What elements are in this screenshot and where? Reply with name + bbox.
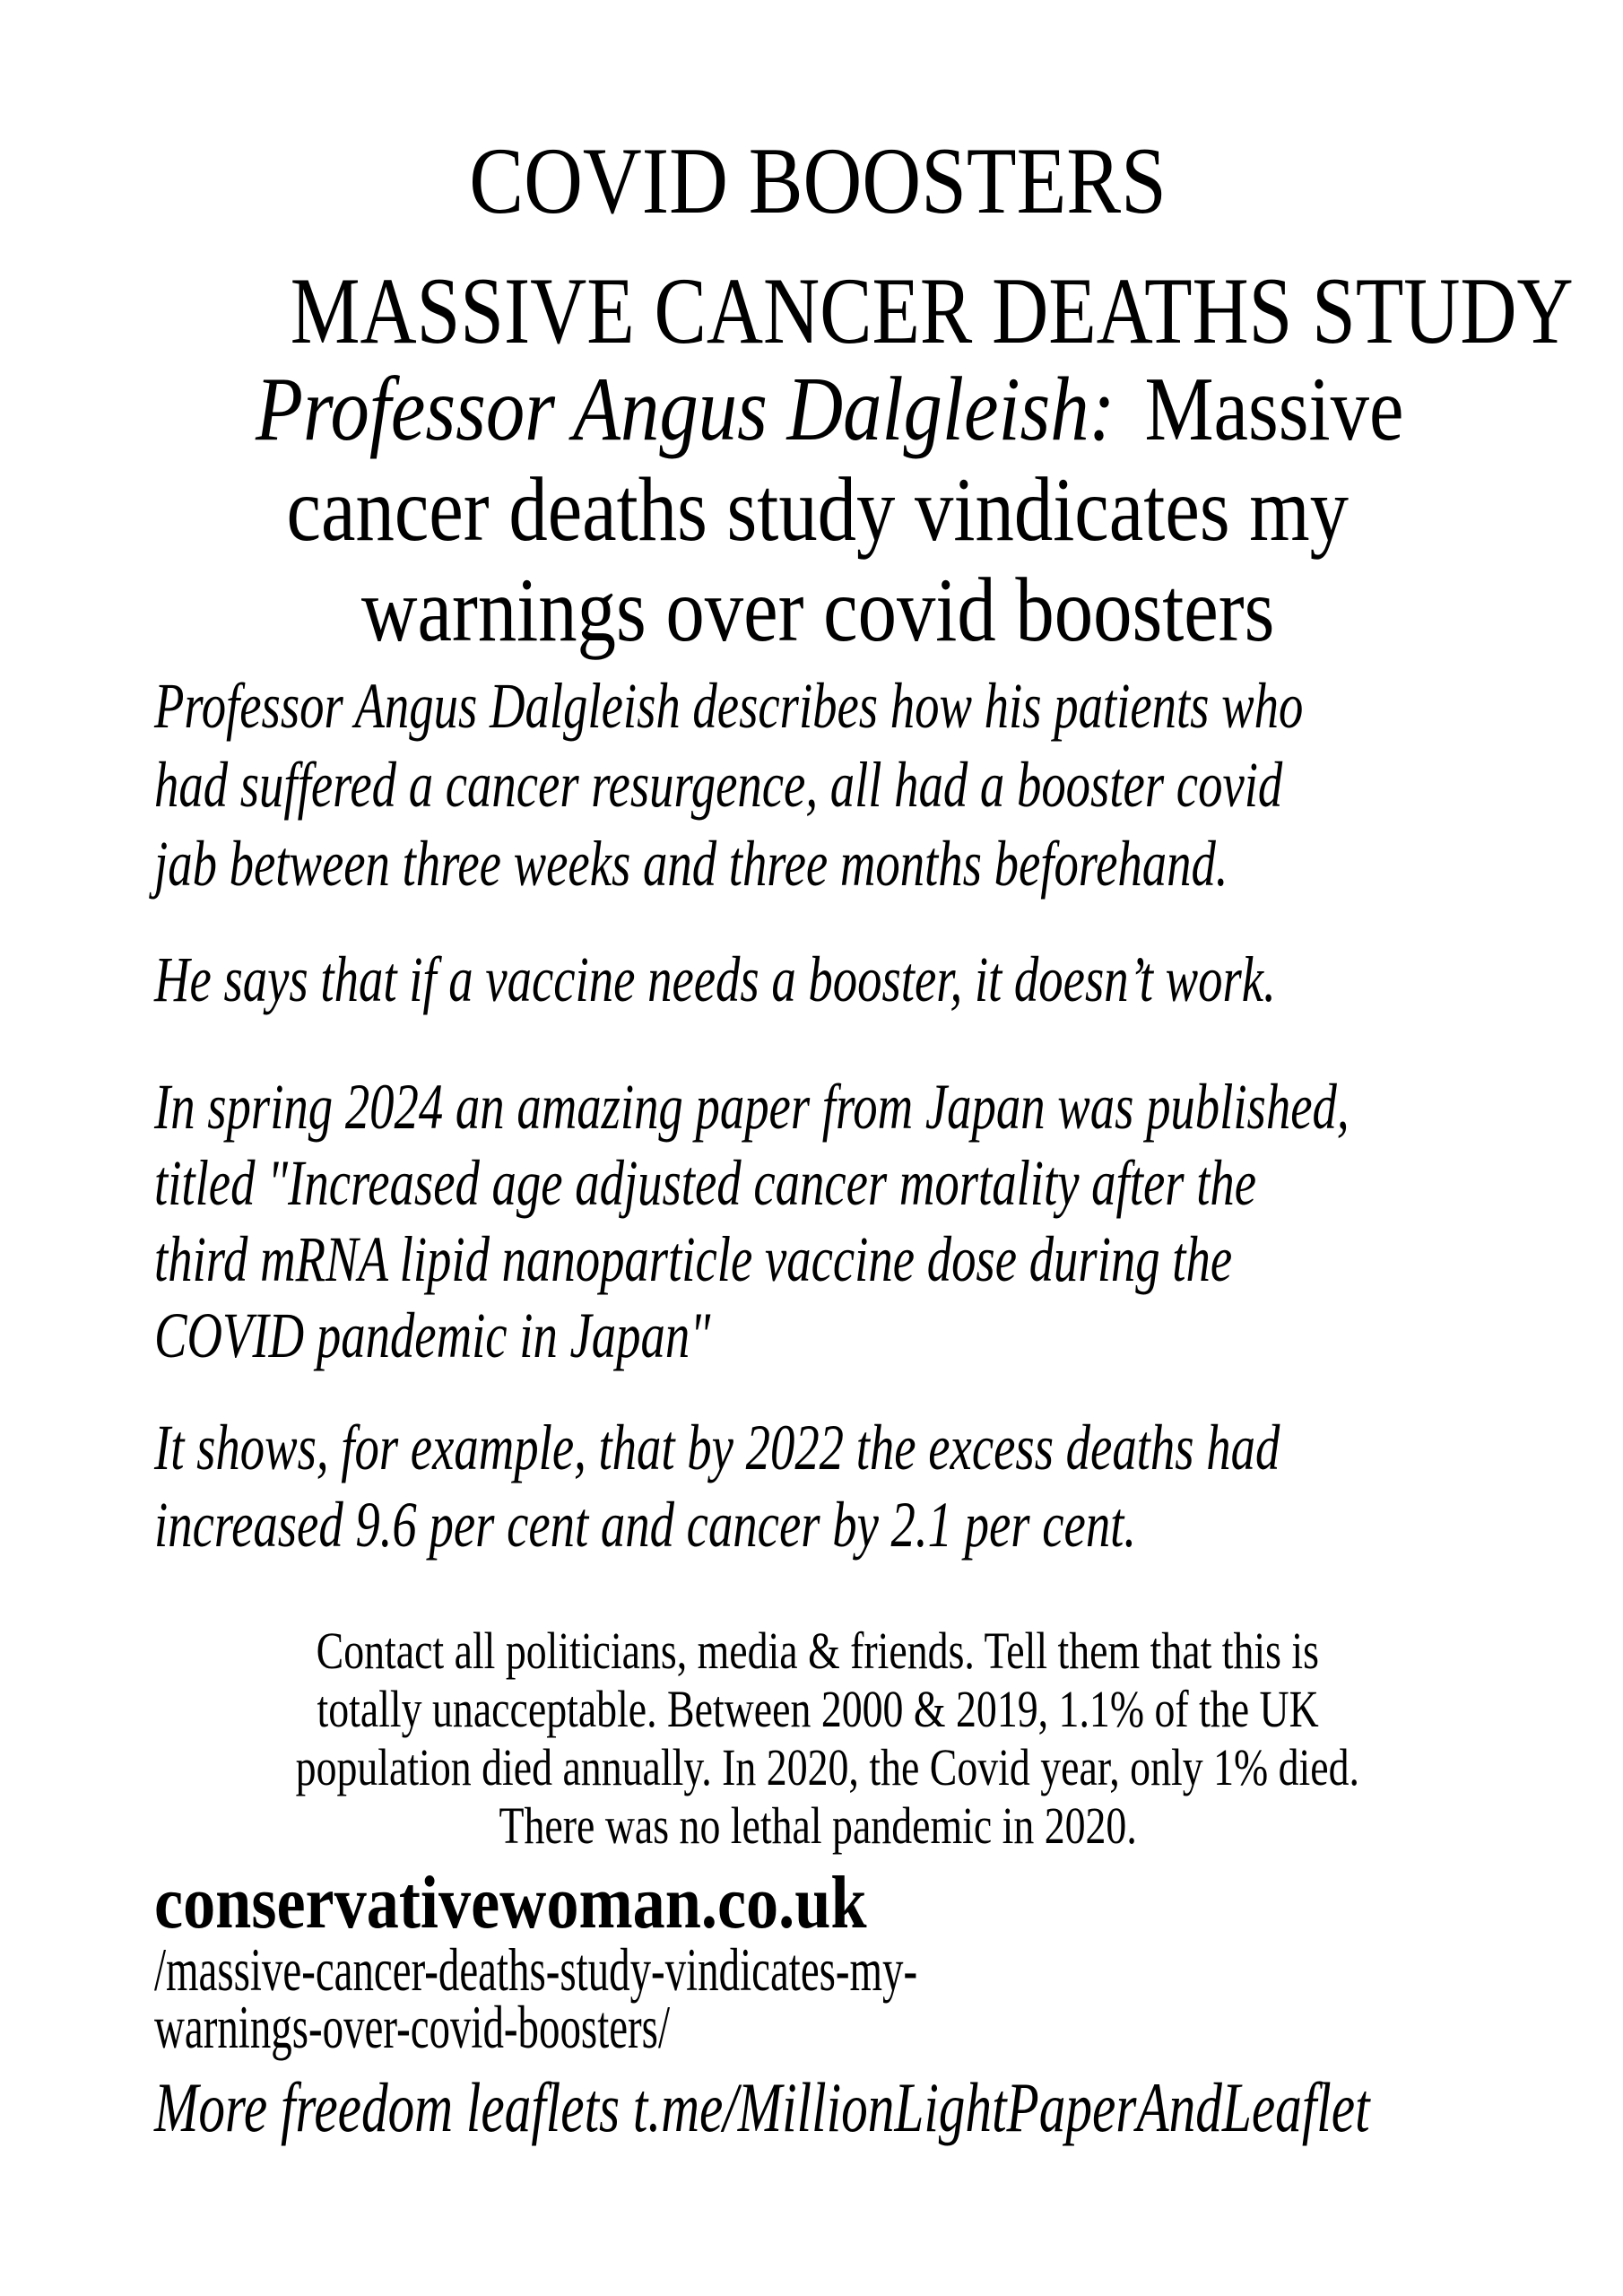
- body-line: In spring 2024 an amazing paper from Japan was published,: [154, 1071, 1350, 1143]
- site-path: [154, 1935, 1481, 2061]
- headline-line-2: cancer deaths study vindicates my: [286, 459, 1350, 561]
- contact-line: Contact all politicians, media & friends. Tell them that this is: [316, 1622, 1320, 1680]
- body-line: He says that if a vaccine needs a booster, it doesn’t work.: [154, 944, 1276, 1015]
- title-line-1: [154, 129, 1481, 233]
- headline-line-3: warnings over covid boosters: [360, 560, 1275, 661]
- headline-line-1: [154, 360, 1481, 460]
- site-path-line-1: /massive-cancer-deaths-study-vindicates-my-: [154, 1935, 918, 2004]
- paragraph-contact-callout: [154, 1622, 1481, 1855]
- contact-line: totally unacceptable. Between 2000 & 2019, 1.1% of the UK: [317, 1680, 1319, 1738]
- site-path-line-2: warnings-over-covid-boosters/: [154, 1993, 670, 2061]
- title-line-2-text: MASSIVE CANCER DEATHS STUDY: [290, 258, 1574, 363]
- paragraph-booster-quote: [154, 940, 1481, 1019]
- footer-leaflets-note: More freedom leaflets t.me/MillionLightPaperAndLeaflet: [154, 2068, 1370, 2146]
- headline: [154, 360, 1481, 661]
- paragraph-excess-deaths: [154, 1409, 1481, 1563]
- body-line: increased 9.6 per cent and cancer by 2.1 per cent.: [154, 1489, 1137, 1561]
- body-line: third mRNA lipid nanoparticle vaccine dose during the: [154, 1223, 1233, 1295]
- contact-line: There was no lethal pandemic in 2020.: [499, 1796, 1137, 1855]
- body-line: had suffered a cancer resurgence, all had a booster covid: [154, 749, 1283, 821]
- body-line: COVID pandemic in Japan": [154, 1300, 711, 1371]
- title-line-1-text: COVID BOOSTERS: [469, 128, 1167, 233]
- contact-line: population died annually. In 2020, the Covid year, only 1% died.: [295, 1738, 1359, 1796]
- title-line-2: [154, 258, 1574, 363]
- site-domain-text: conservativewoman.co.uk: [154, 1861, 867, 1944]
- paragraph-japan-study: [154, 1069, 1481, 1374]
- headline-line-1-rest: Massive: [1144, 359, 1404, 460]
- headline-author-name: Professor Angus Dalgleish:: [255, 359, 1115, 460]
- body-line: jab between three weeks and three months beforehand.: [154, 828, 1228, 900]
- paragraph-cancer-resurgence: [154, 666, 1481, 903]
- body-line: It shows, for example, that by 2022 the excess deaths had: [154, 1412, 1280, 1483]
- body-line: Professor Angus Dalgleish describes how his patients who: [154, 670, 1304, 742]
- body-line: titled "Increased age adjusted cancer mortality after the: [154, 1147, 1257, 1219]
